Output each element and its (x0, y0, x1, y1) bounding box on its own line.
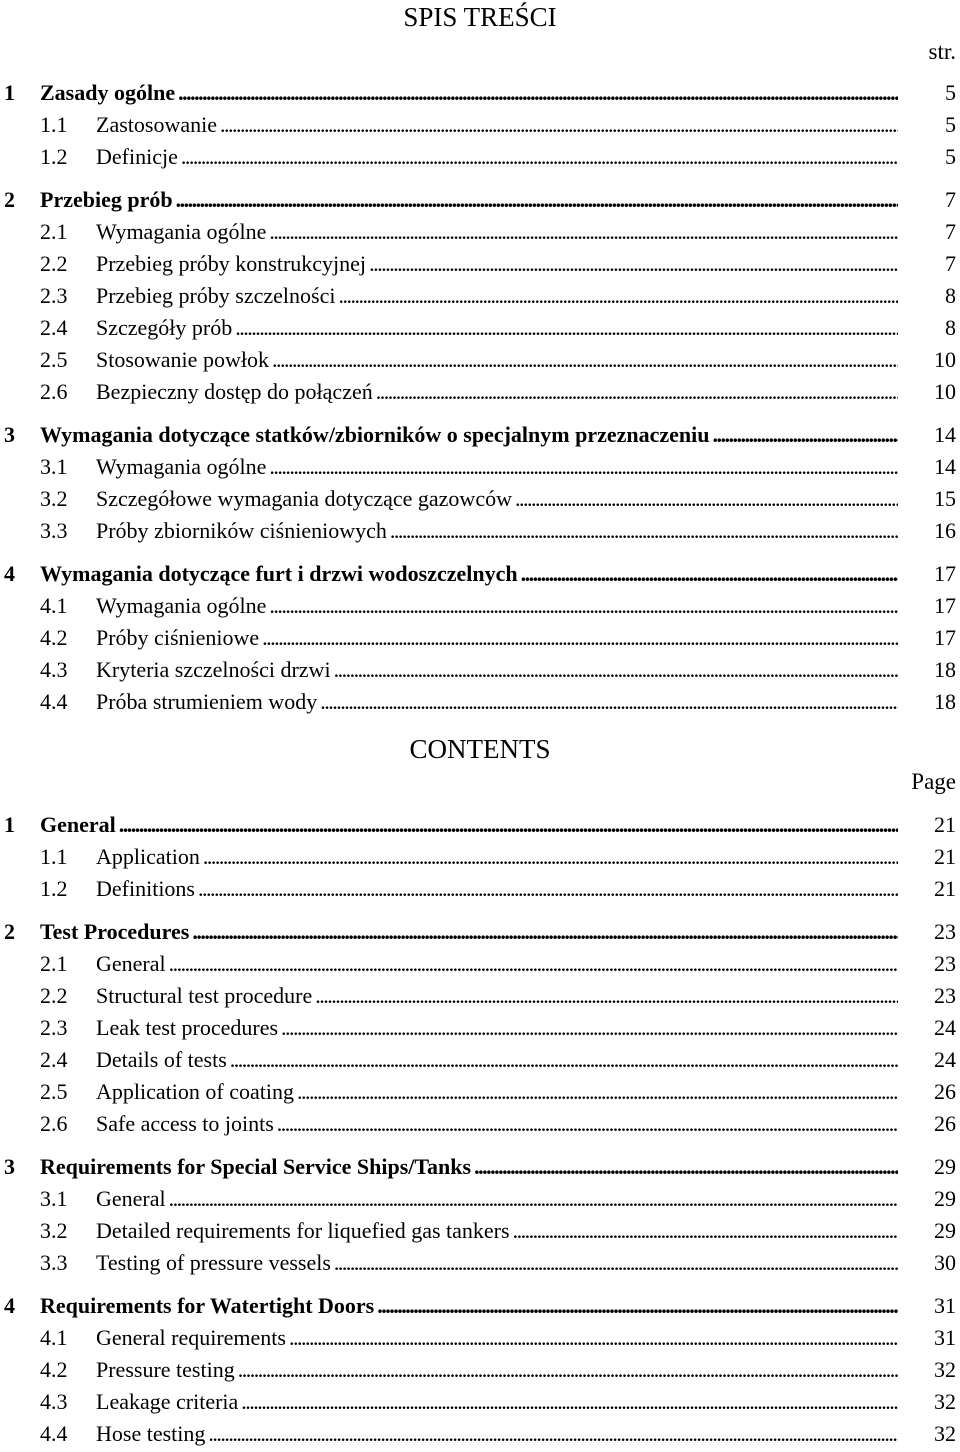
toc-entry-title (96, 949, 898, 979)
toc-entry-title-text: General (40, 812, 119, 837)
toc-entry-page-number: 17 (934, 561, 956, 586)
toc-entry[interactable] (0, 591, 960, 621)
toc-entry-title-text: Detailed requirements for liquefied gas tankers (96, 1218, 513, 1243)
toc-entry-title-text: Stosowanie powłok (96, 347, 272, 372)
toc-entry-title (96, 484, 898, 514)
toc-entry[interactable] (0, 516, 960, 546)
toc-entry-title-text: Requirements for Special Service Ships/Tanks (40, 1154, 474, 1179)
toc-entry-title-text: Leakage criteria (96, 1389, 241, 1414)
page-column-header-polish: str. (928, 39, 956, 64)
page-column-header-english: Page (911, 769, 956, 794)
toc-entry-title (40, 559, 898, 589)
toc-entry[interactable] (0, 1077, 960, 1107)
toc-entry[interactable] (0, 1045, 960, 1075)
toc-entry[interactable] (0, 1152, 960, 1182)
toc-entry-title-text: Przebieg prób (40, 187, 176, 212)
toc-entry-page-number: 17 (934, 593, 956, 618)
toc-entry-title-text: Bezpieczny dostęp do połączeń (96, 379, 376, 404)
toc-entry-number: 2.6 (40, 379, 68, 404)
toc-entry-page-number: 32 (934, 1357, 956, 1382)
toc-entry[interactable] (0, 917, 960, 947)
toc-entry-number: 4.4 (40, 1421, 68, 1446)
toc-entry-number: 4.1 (40, 1325, 68, 1350)
toc-entry-page-number: 18 (934, 657, 956, 682)
toc-entry-page-number: 7 (945, 251, 956, 276)
toc-entry-title (96, 217, 898, 247)
toc-entry-number: 3.3 (40, 1250, 68, 1275)
toc-entry-title (96, 687, 898, 717)
toc-entry-title (96, 655, 898, 685)
toc-entry[interactable] (0, 1109, 960, 1139)
toc-entry[interactable] (0, 1291, 960, 1321)
toc-entry-title (96, 1045, 898, 1075)
toc-entry-number: 4.4 (40, 689, 68, 714)
toc-entry[interactable] (0, 217, 960, 247)
toc-entry-title (96, 623, 898, 653)
toc-entry[interactable] (0, 1387, 960, 1417)
toc-entry-number: 2.1 (40, 219, 68, 244)
toc-entry-number: 4 (4, 1293, 15, 1318)
toc-entry-number: 2.4 (40, 315, 68, 340)
toc-entry-number: 3 (4, 422, 15, 447)
toc-entry[interactable] (0, 810, 960, 840)
toc-entry-title-text: Definicje (96, 144, 181, 169)
toc-entry-title (96, 1387, 898, 1417)
toc-entry-title-text: Definitions (96, 876, 198, 901)
toc-entry-number: 2 (4, 187, 15, 212)
toc-entry-title-text: Szczegóły prób (96, 315, 235, 340)
toc-entry-number: 4.3 (40, 1389, 68, 1414)
toc-entry-title-text: Wymagania ogólne (96, 454, 269, 479)
toc-entry[interactable] (0, 281, 960, 311)
toc-entry-page-number: 14 (934, 454, 956, 479)
toc-entry[interactable] (0, 842, 960, 872)
toc-entry-page-number: 7 (945, 187, 956, 212)
toc-entry-title (40, 185, 898, 215)
toc-entry-title-text: General (96, 951, 169, 976)
toc-entry[interactable] (0, 110, 960, 140)
toc-entry-page-number: 7 (945, 219, 956, 244)
toc-entry-title-text: Test Procedures (40, 919, 192, 944)
toc-entry-title (40, 1291, 898, 1321)
toc-entry-title-text: Application (96, 844, 203, 869)
toc-entry[interactable] (0, 185, 960, 215)
toc-entry-title-text: Szczegółowe wymagania dotyczące gazowców (96, 486, 515, 511)
toc-entry-number: 1 (4, 80, 15, 105)
toc-entry-number: 4.2 (40, 1357, 68, 1382)
toc-entry-title (96, 377, 898, 407)
toc-entry-title-text: Wymagania ogólne (96, 219, 269, 244)
toc-entry[interactable] (0, 1355, 960, 1385)
toc-entry-title-text: Testing of pressure vessels (96, 1250, 334, 1275)
toc-entry-title-text: Details of tests (96, 1047, 230, 1072)
toc-entry[interactable] (0, 345, 960, 375)
toc-entry-title (40, 917, 898, 947)
toc-entry-number: 2.2 (40, 251, 68, 276)
toc-entry-title-text: Przebieg próby szczelności (96, 283, 338, 308)
toc-entry[interactable] (0, 949, 960, 979)
toc-entry-page-number: 32 (934, 1421, 956, 1446)
toc-entry-number: 2.3 (40, 1015, 68, 1040)
toc-entry[interactable] (0, 420, 960, 450)
toc-entry-page-number: 5 (945, 112, 956, 137)
toc-entry-number: 2.2 (40, 983, 68, 1008)
toc-entry-page-number: 31 (934, 1293, 956, 1318)
toc-entry-number: 2.3 (40, 283, 68, 308)
toc-entry-title-text: Requirements for Watertight Doors (40, 1293, 377, 1318)
toc-entry-title-text: General requirements (96, 1325, 289, 1350)
toc-entry-title (96, 249, 898, 279)
toc-entry-page-number: 10 (934, 347, 956, 372)
toc-entry-title (96, 142, 898, 172)
toc-entry-title-text: Application of coating (96, 1079, 297, 1104)
toc-entry-page-number: 23 (934, 919, 956, 944)
toc-entry-number: 2.5 (40, 1079, 68, 1104)
toc-entry-page-number: 15 (934, 486, 956, 511)
toc-entry[interactable] (0, 249, 960, 279)
toc-entry-page-number: 26 (934, 1079, 956, 1104)
toc-entry-title (96, 1323, 898, 1353)
toc-entry-number: 2.1 (40, 951, 68, 976)
toc-entry[interactable] (0, 313, 960, 343)
toc-entry-title (40, 78, 898, 108)
toc-entry-page-number: 29 (934, 1186, 956, 1211)
toc-entry-number: 1 (4, 812, 15, 837)
toc-entry-title-text: Structural test procedure (96, 983, 315, 1008)
toc-entry[interactable] (0, 1248, 960, 1278)
toc-entry-page-number: 16 (934, 518, 956, 543)
toc-entry-page-number: 14 (934, 422, 956, 447)
toc-entry-number: 2.4 (40, 1047, 68, 1072)
toc-entry-number: 3.2 (40, 486, 68, 511)
toc-entry-title-text: Leak test procedures (96, 1015, 281, 1040)
toc-entry-title (96, 1355, 898, 1385)
toc-entry-title (96, 1109, 898, 1139)
toc-entry[interactable] (0, 142, 960, 172)
toc-entry-title-text: Próba strumieniem wody (96, 689, 320, 714)
toc-entry[interactable] (0, 687, 960, 717)
toc-entry[interactable] (0, 623, 960, 653)
toc-title-polish: SPIS TREŚCI (403, 2, 557, 32)
toc-entry[interactable] (0, 559, 960, 589)
toc-entry-page-number: 8 (945, 283, 956, 308)
toc-entry-title (96, 1013, 898, 1043)
toc-entry-page-number: 21 (934, 876, 956, 901)
toc-entry-number: 3.1 (40, 1186, 68, 1211)
toc-entry[interactable] (0, 1419, 960, 1449)
toc-entry-title (96, 281, 898, 311)
toc-entry-page-number: 24 (934, 1015, 956, 1040)
toc-entry-page-number: 29 (934, 1218, 956, 1243)
toc-entry-number: 3.3 (40, 518, 68, 543)
toc-entry-number: 2.5 (40, 347, 68, 372)
toc-entry-title-text: Wymagania ogólne (96, 593, 269, 618)
toc-entry-number: 3.1 (40, 454, 68, 479)
toc-entry[interactable] (0, 874, 960, 904)
toc-entry[interactable] (0, 452, 960, 482)
toc-entry-title (96, 1077, 898, 1107)
toc-entry-title (96, 874, 898, 904)
toc-entry-page-number: 24 (934, 1047, 956, 1072)
toc-entry-number: 1.1 (40, 844, 68, 869)
toc-entry-title (96, 1216, 898, 1246)
toc-entry-title (96, 452, 898, 482)
toc-entry-page-number: 8 (945, 315, 956, 340)
toc-entry-number: 2 (4, 919, 15, 944)
toc-entry[interactable] (0, 484, 960, 514)
toc-entry[interactable] (0, 78, 960, 108)
toc-entry-title (96, 516, 898, 546)
toc-entry-title (96, 1248, 898, 1278)
toc-entry-page-number: 29 (934, 1154, 956, 1179)
toc-entry-title-text: Safe access to joints (96, 1111, 277, 1136)
toc-entry[interactable] (0, 1323, 960, 1353)
toc-entry-number: 4 (4, 561, 15, 586)
toc-entry[interactable] (0, 1013, 960, 1043)
toc-entry-number: 1.2 (40, 876, 68, 901)
toc-entry-number: 4.2 (40, 625, 68, 650)
toc-entry-title (96, 1419, 898, 1449)
toc-entry-page-number: 5 (945, 80, 956, 105)
toc-entry-number: 3.2 (40, 1218, 68, 1243)
toc-entry-page-number: 17 (934, 625, 956, 650)
toc-entry-title (96, 110, 898, 140)
toc-entry-title-text: Hose testing (96, 1421, 208, 1446)
toc-entry-page-number: 30 (934, 1250, 956, 1275)
toc-entry-page-number: 5 (945, 144, 956, 169)
toc-entry-title-text: Wymagania dotyczące statków/zbiorników o specjalnym przeznaczeniu (40, 422, 713, 447)
toc-entry[interactable] (0, 981, 960, 1011)
toc-entry-number: 4.1 (40, 593, 68, 618)
toc-entry[interactable] (0, 1216, 960, 1246)
toc-entry-title-text: General (96, 1186, 169, 1211)
toc-entry-title-text: Przebieg próby konstrukcyjnej (96, 251, 369, 276)
toc-entry-page-number: 26 (934, 1111, 956, 1136)
toc-entry-title-text: Zasady ogólne (40, 80, 178, 105)
toc-entry-title-text: Zastosowanie (96, 112, 220, 137)
toc-entry-number: 3 (4, 1154, 15, 1179)
toc-entry-title (40, 1152, 898, 1182)
toc-entry-page-number: 23 (934, 983, 956, 1008)
toc-entry-page-number: 31 (934, 1325, 956, 1350)
toc-entry-title (96, 981, 898, 1011)
toc-entry-number: 1.2 (40, 144, 68, 169)
toc-entry-title (96, 345, 898, 375)
toc-entry-title (40, 810, 898, 840)
toc-entry-title-text: Pressure testing (96, 1357, 238, 1382)
toc-entry[interactable] (0, 1184, 960, 1214)
toc-entry[interactable] (0, 377, 960, 407)
toc-title-english: CONTENTS (409, 734, 551, 764)
toc-entry-title-text: Kryteria szczelności drzwi (96, 657, 334, 682)
toc-entry-title (96, 313, 898, 343)
toc-entry-page-number: 21 (934, 844, 956, 869)
toc-entry[interactable] (0, 655, 960, 685)
toc-entry-page-number: 10 (934, 379, 956, 404)
toc-entry-page-number: 18 (934, 689, 956, 714)
toc-entry-title (96, 1184, 898, 1214)
toc-entry-number: 2.6 (40, 1111, 68, 1136)
toc-entry-title-text: Próby ciśnieniowe (96, 625, 262, 650)
toc-entry-title (96, 591, 898, 621)
toc-entry-title (96, 842, 898, 872)
toc-entry-page-number: 21 (934, 812, 956, 837)
toc-entry-page-number: 32 (934, 1389, 956, 1414)
toc-entry-title-text: Próby zbiorników ciśnieniowych (96, 518, 390, 543)
toc-entry-number: 4.3 (40, 657, 68, 682)
toc-entry-title-text: Wymagania dotyczące furt i drzwi wodoszczelnych (40, 561, 521, 586)
toc-entry-number: 1.1 (40, 112, 68, 137)
toc-entry-page-number: 23 (934, 951, 956, 976)
toc-entry-title (40, 420, 898, 450)
